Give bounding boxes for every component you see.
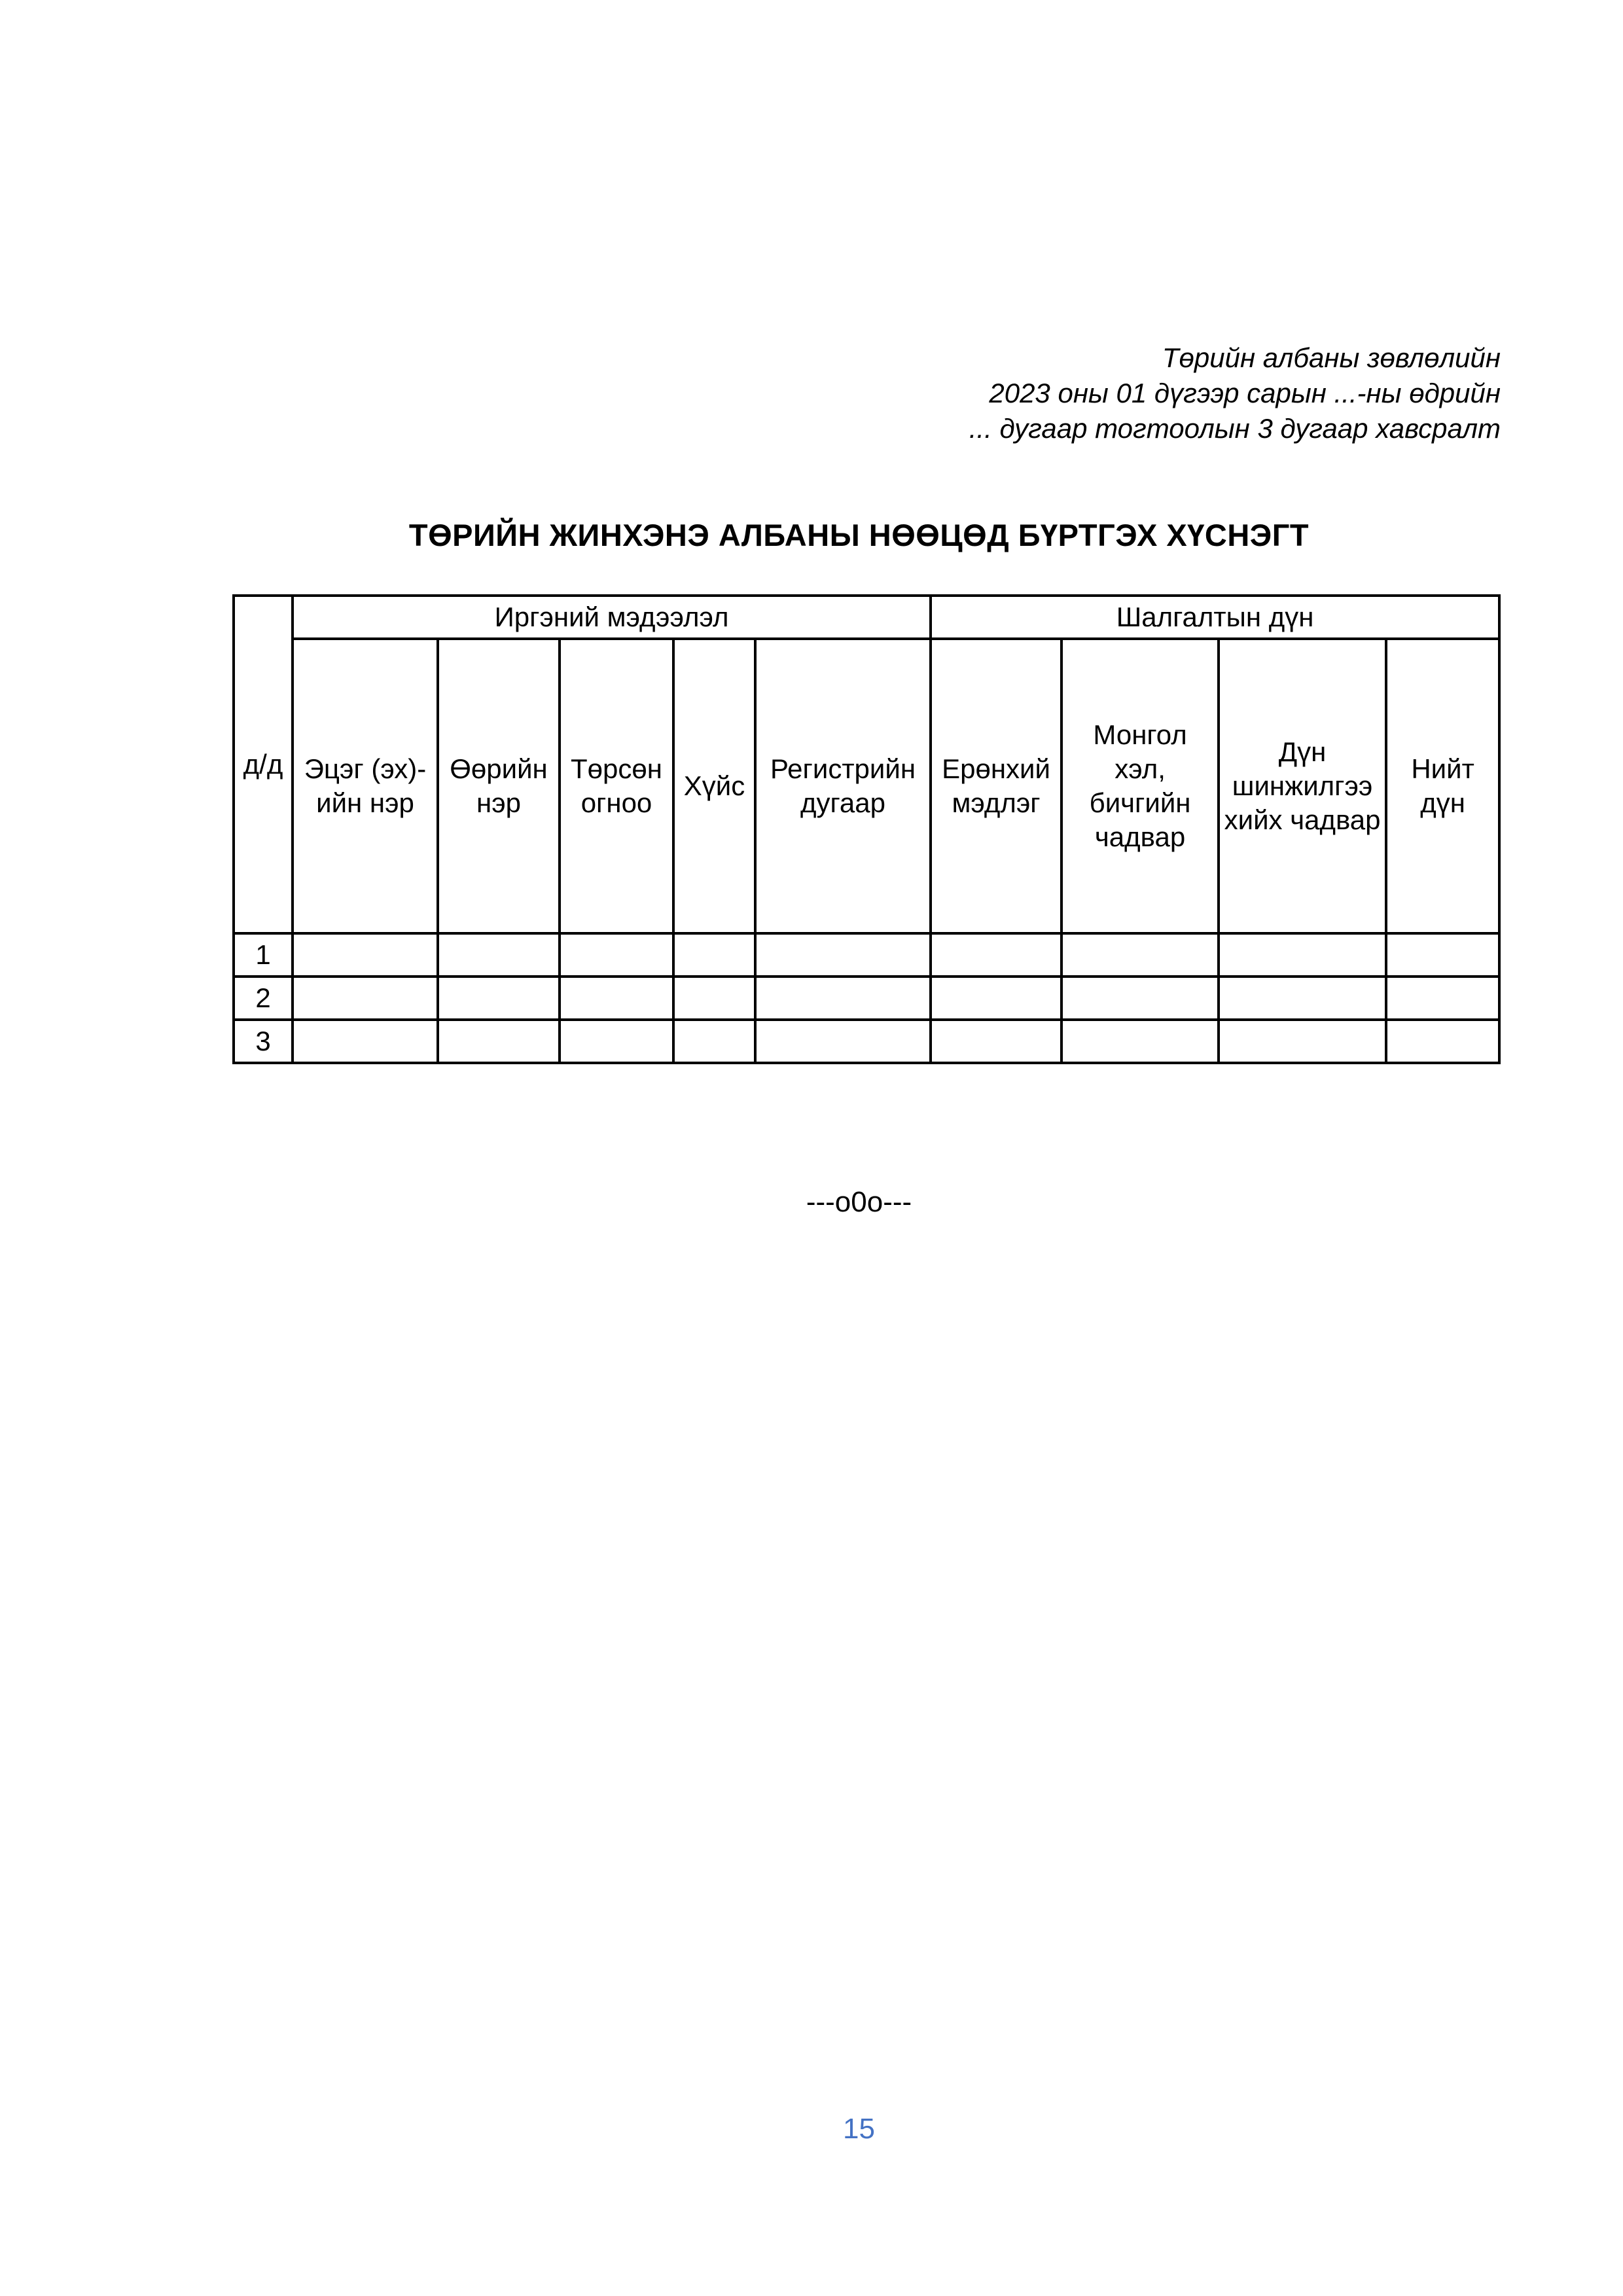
table-cell (673, 977, 755, 1020)
table-cell (293, 977, 438, 1020)
annex-line-2: 2023 оны 01 дүгээр сарын ...-ны өдрийн (989, 378, 1501, 408)
end-separator: ---o0o--- (806, 1186, 912, 1218)
column-header: Эцэг (эх)-ийн нэр (293, 639, 438, 933)
column-header: Хүйс (673, 639, 755, 933)
column-header: Ерөнхий мэдлэг (931, 639, 1061, 933)
index-header: д/д (234, 596, 293, 933)
table-cell (438, 977, 560, 1020)
table-cell (1219, 1020, 1386, 1063)
column-header: Нийт дүн (1386, 639, 1499, 933)
table-cell (293, 933, 438, 977)
table-cell (560, 1020, 673, 1063)
table-cell (438, 1020, 560, 1063)
table-cell (1219, 933, 1386, 977)
annex-line-1: Төрийн албаны зөвлөлийн (1162, 342, 1501, 373)
row-number: 1 (234, 933, 293, 977)
table-cell (560, 933, 673, 977)
table-cell (1386, 977, 1499, 1020)
table-cell (931, 1020, 1061, 1063)
table-cell (673, 1020, 755, 1063)
table-cell (931, 933, 1061, 977)
table-row (234, 933, 1499, 977)
column-header: Төрсөн огноо (560, 639, 673, 933)
table-cell (755, 933, 931, 977)
table-cell (755, 1020, 931, 1063)
column-header: Дүн шинжилгээ хийх чадвар (1219, 639, 1386, 933)
row-number: 2 (234, 977, 293, 1020)
table-cell (1061, 977, 1219, 1020)
table-cell (1061, 1020, 1219, 1063)
table-cell (438, 933, 560, 977)
table-row (234, 1020, 1499, 1063)
column-header: Монгол хэл, бичгийн чадвар (1061, 639, 1219, 933)
page-number: 15 (843, 2113, 875, 2145)
column-header: Өөрийн нэр (438, 639, 560, 933)
annex-line-3: ... дугаар тогтоолын 3 дугаар хавсралт (969, 413, 1501, 444)
column-header: Регистрийн дугаар (755, 639, 931, 933)
table-row (234, 977, 1499, 1020)
annex-reference (715, 340, 1501, 446)
table-cell (755, 977, 931, 1020)
table-cell (1386, 1020, 1499, 1063)
group-exam-results: Шалгалтын дүн (931, 596, 1499, 639)
group-header-row (234, 596, 1499, 639)
table-cell (673, 933, 755, 977)
table-cell (560, 977, 673, 1020)
registration-table (232, 594, 1501, 1064)
table-cell (293, 1020, 438, 1063)
table-cell (931, 977, 1061, 1020)
group-citizen-info: Иргэний мэдээлэл (293, 596, 931, 639)
row-number: 3 (234, 1020, 293, 1063)
column-header-row (234, 639, 1499, 933)
table-cell (1061, 933, 1219, 977)
document-title: ТӨРИЙН ЖИНХЭНЭ АЛБАНЫ НӨӨЦӨД БҮРТГЭХ ХҮСНЭГТ (408, 518, 1310, 552)
table-cell (1219, 977, 1386, 1020)
table-cell (1386, 933, 1499, 977)
